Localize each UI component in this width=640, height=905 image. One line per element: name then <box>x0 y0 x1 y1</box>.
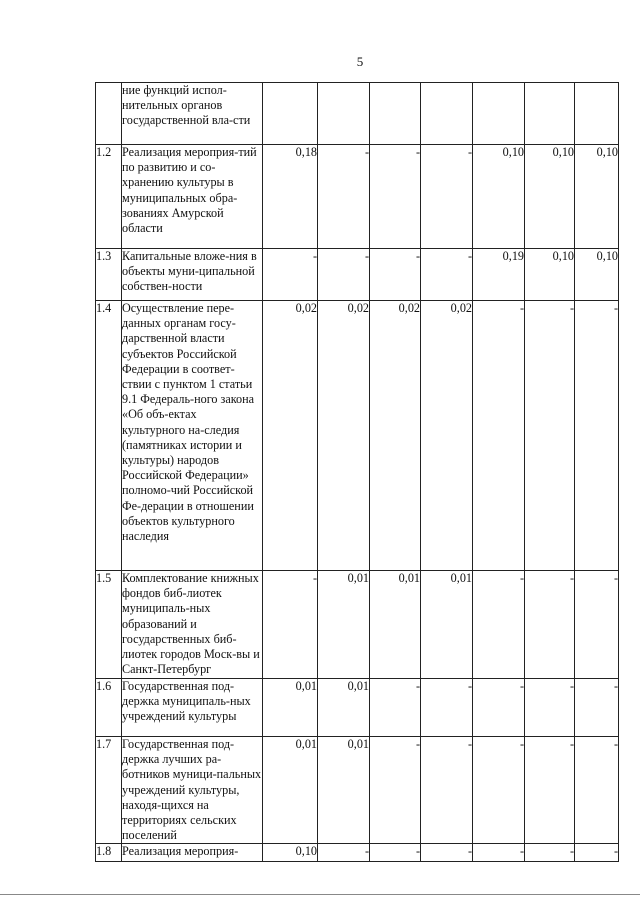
table-row <box>96 301 619 571</box>
row-description: Реализация мероприя-тий по развитию и со-хранению культуры в муниципальных обра-зованиях Амурской области <box>122 145 263 249</box>
value-cell: - <box>318 249 370 301</box>
value-cell: 0,02 <box>370 301 421 571</box>
value-cell: - <box>421 679 473 737</box>
value-cell: - <box>370 844 421 862</box>
value-cell: - <box>575 571 619 679</box>
value-cell: 0,01 <box>263 679 318 737</box>
funding-table <box>95 82 619 862</box>
row-number: 1.4 <box>96 301 122 571</box>
value-cell <box>318 83 370 145</box>
value-cell <box>370 83 421 145</box>
value-cell: - <box>525 844 575 862</box>
value-cell <box>473 83 525 145</box>
row-description: Государственная под-держка лучших ра-ботников муници-пальных учреждений культуры, находя-щихся на территориях сельских поселений <box>122 737 262 843</box>
scan-artifact <box>0 894 640 895</box>
value-cell <box>421 83 473 145</box>
value-cell: - <box>421 737 473 844</box>
value-cell: 0,01 <box>263 737 318 844</box>
value-cell: 0,10 <box>525 145 575 249</box>
row-number: 1.2 <box>96 145 122 249</box>
value-cell: 0,02 <box>263 301 318 571</box>
page-number: 5 <box>356 54 364 69</box>
table-row <box>96 83 619 145</box>
table-row <box>96 571 619 679</box>
value-cell: - <box>473 844 525 862</box>
value-cell: - <box>473 571 525 679</box>
row-description: ние функций испол-нительных органов государственной вла-сти <box>122 83 263 145</box>
value-cell <box>263 83 318 145</box>
value-cell: 0,02 <box>421 301 473 571</box>
value-cell: 0,01 <box>318 679 370 737</box>
value-cell: - <box>473 737 525 844</box>
value-cell: - <box>575 737 619 844</box>
value-cell: - <box>421 145 473 249</box>
row-description: Реализация мероприя- <box>122 844 263 862</box>
value-cell: - <box>263 571 318 679</box>
value-cell: 0,10 <box>575 145 619 249</box>
value-cell: 0,02 <box>318 301 370 571</box>
value-cell: - <box>575 679 619 737</box>
value-cell: 0,10 <box>473 145 525 249</box>
table-row <box>96 844 619 862</box>
value-cell: - <box>318 844 370 862</box>
value-cell: 0,01 <box>318 737 370 844</box>
row-description: Комплектование книжных фондов биб-лиотек муниципаль-ных образований и государственных биб-лиотек городов Моск-вы и Санкт-Петербург <box>122 571 263 679</box>
value-cell: - <box>421 249 473 301</box>
value-cell: - <box>525 301 575 571</box>
value-cell: 0,01 <box>421 571 473 679</box>
table-row <box>96 249 619 301</box>
value-cell: - <box>575 301 619 571</box>
value-cell: - <box>370 737 421 844</box>
value-cell: - <box>370 145 421 249</box>
value-cell: - <box>473 301 525 571</box>
value-cell: 0,01 <box>318 571 370 679</box>
value-cell: 0,19 <box>473 249 525 301</box>
row-number: 1.3 <box>96 249 122 301</box>
value-cell: 0,10 <box>263 844 318 862</box>
value-cell: - <box>421 844 473 862</box>
value-cell: 0,10 <box>525 249 575 301</box>
value-cell: - <box>370 249 421 301</box>
value-cell: - <box>525 571 575 679</box>
table-row <box>96 145 619 249</box>
row-description: Осуществление пере-данных органам госу-дарственной власти субъектов Российской Федерации в соответ-ствии с пунктом 1 статьи 9.1 Федераль-ного закона «Об объ-ектах культурного на-следия (памятниках истории и культуры) народов Российской Федерации» полномо-чий Российской Фе-дерации в отношении объектов культурного наследия <box>122 301 263 571</box>
row-number: 1.5 <box>96 571 122 679</box>
value-cell: 0,01 <box>370 571 421 679</box>
value-cell: 0,18 <box>263 145 318 249</box>
row-number: 1.6 <box>96 679 122 737</box>
table-row <box>96 679 619 737</box>
row-description: Капитальные вложе-ния в объекты муни-ципальной собствен-ности <box>122 249 263 301</box>
value-cell: - <box>370 679 421 737</box>
value-cell: 0,10 <box>575 249 619 301</box>
value-cell: - <box>525 737 575 844</box>
value-cell: - <box>575 844 619 862</box>
value-cell <box>525 83 575 145</box>
row-number: 1.7 <box>96 737 122 844</box>
value-cell: - <box>318 145 370 249</box>
row-number <box>96 83 122 145</box>
value-cell: - <box>263 249 318 301</box>
row-description: Государственная под-держка муниципаль-ных учреждений культуры <box>122 679 263 737</box>
value-cell: - <box>473 679 525 737</box>
row-number: 1.8 <box>96 844 122 862</box>
value-cell: - <box>525 679 575 737</box>
table-row <box>96 737 619 844</box>
value-cell <box>575 83 619 145</box>
